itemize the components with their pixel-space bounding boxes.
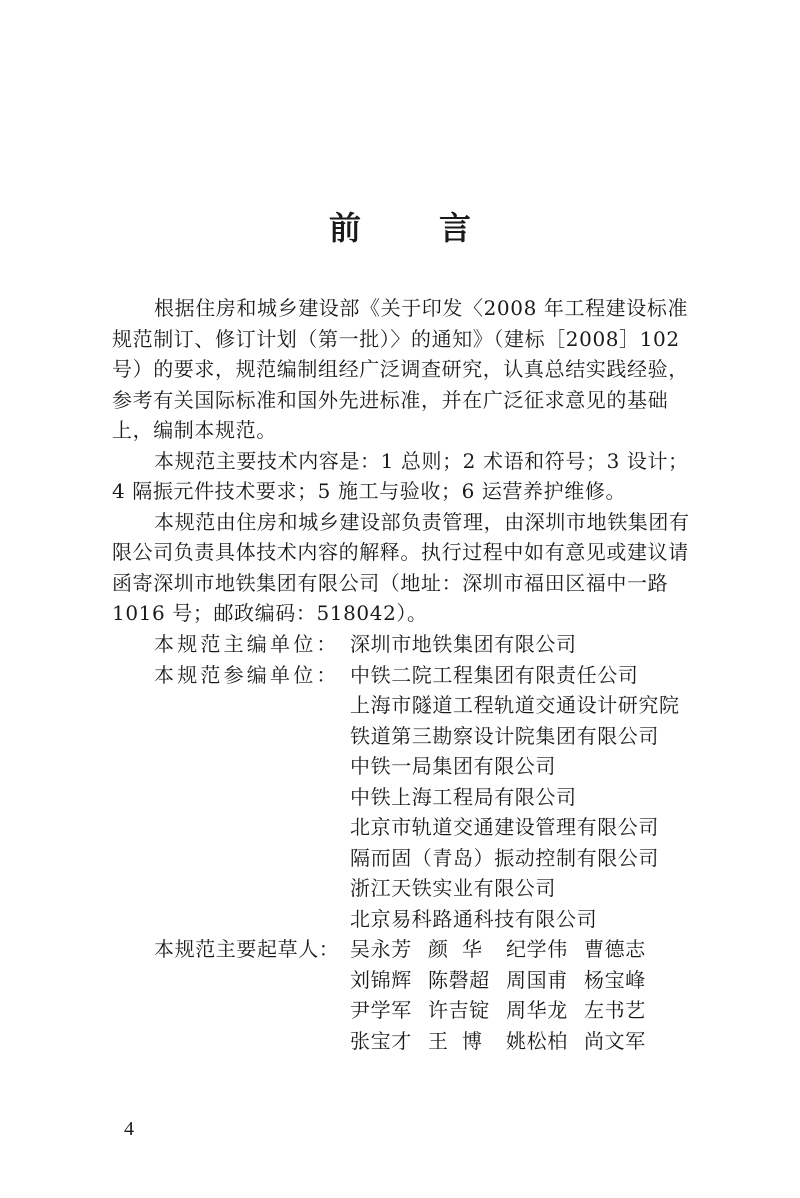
paragraph-line: 号）的要求，规范编制组经广泛调查研究，认真总结实践经验， xyxy=(112,357,689,381)
drafter-name: 周国甫 xyxy=(506,967,568,992)
chief-unit-value: 深圳市地铁集团有限公司 xyxy=(350,632,577,656)
participating-unit: 中铁一局集团有限公司 xyxy=(350,754,556,778)
title-char-2: 言 xyxy=(439,209,472,247)
page-number: 4 xyxy=(124,1118,134,1140)
drafter-name: 杨宝峰 xyxy=(584,967,646,992)
units-and-drafters xyxy=(154,629,680,1056)
paragraph-line: 规范制订、修订计划（第一批）〉的通知》（建标［2008］102 xyxy=(112,326,680,351)
participating-unit: 铁道第三勘察设计院集团有限公司 xyxy=(350,723,659,748)
drafter-name: 曹德志 xyxy=(584,937,646,961)
paragraph-line: 函寄深圳市地铁集团有限公司（地址：深圳市福田区福中一路 xyxy=(112,570,669,595)
drafter-name: 陈磬超 xyxy=(428,967,490,992)
drafter-name: 刘锦辉 xyxy=(350,967,412,992)
drafter-name: 左书艺 xyxy=(584,998,646,1022)
participating-unit: 中铁二院工程集团有限责任公司 xyxy=(350,662,639,687)
paragraph-line: 参考有关国际标准和国外先进标准，并在广泛征求意见的基础 xyxy=(112,387,669,412)
paragraph-background xyxy=(112,293,764,629)
drafter-name: 吴永芳 xyxy=(350,937,412,961)
participating-unit: 上海市隧道工程轨道交通设计研究院 xyxy=(350,693,680,717)
drafters-row xyxy=(154,934,680,965)
drafter-name: 尚文军 xyxy=(584,1028,646,1053)
drafters-row xyxy=(154,965,680,996)
drafter-name: 姚松柏 xyxy=(506,1028,568,1053)
participating-unit: 北京易科路通科技有限公司 xyxy=(350,906,598,931)
paragraph-line: 本规范由住房和城乡建设部负责管理，由深圳市地铁集团有 xyxy=(154,509,690,534)
drafter-name: 颜华 xyxy=(428,937,496,961)
title-char-1: 前 xyxy=(328,209,361,247)
chief-unit-label: 本规范主编单位： xyxy=(154,632,340,656)
paragraph-line: 上，编制本规范。 xyxy=(112,418,277,442)
drafter-name: 王博 xyxy=(428,1028,496,1053)
page-title xyxy=(0,203,800,249)
paragraph-line: 限公司负责具体技术内容的解释。执行过程中如有意见或建议请 xyxy=(112,540,689,564)
drafter-name: 张宝才 xyxy=(350,1028,412,1053)
paragraph-line: 本规范主要技术内容是：1 总则；2 术语和符号；3 设计； xyxy=(154,448,689,473)
participating-unit: 隔而固（青岛）振动控制有限公司 xyxy=(350,845,659,870)
paragraph-line: 1016 号；邮政编码：518042）。 xyxy=(112,601,428,625)
drafter-name: 许吉锭 xyxy=(428,998,490,1022)
paragraph-line: 4 隔振元件技术要求；5 施工与验收；6 运营养护维修。 xyxy=(112,479,627,503)
drafter-name: 尹学军 xyxy=(350,998,412,1022)
participating-unit: 北京市轨道交通建设管理有限公司 xyxy=(350,815,659,839)
participating-unit-row xyxy=(154,660,680,691)
paragraph-line: 根据住房和城乡建设部《关于印发〈2008 年工程建设标准 xyxy=(154,296,689,320)
drafters-label: 本规范主要起草人： xyxy=(154,937,340,961)
chief-unit-row xyxy=(154,629,680,660)
drafters-row xyxy=(154,1026,680,1057)
participating-unit: 浙江天铁实业有限公司 xyxy=(350,876,556,900)
participating-unit: 中铁上海工程局有限公司 xyxy=(350,784,577,809)
participating-units-label: 本规范参编单位： xyxy=(154,662,340,687)
drafter-name: 纪学伟 xyxy=(506,937,568,961)
drafters-row xyxy=(154,995,680,1026)
drafter-name: 周华龙 xyxy=(506,998,568,1022)
